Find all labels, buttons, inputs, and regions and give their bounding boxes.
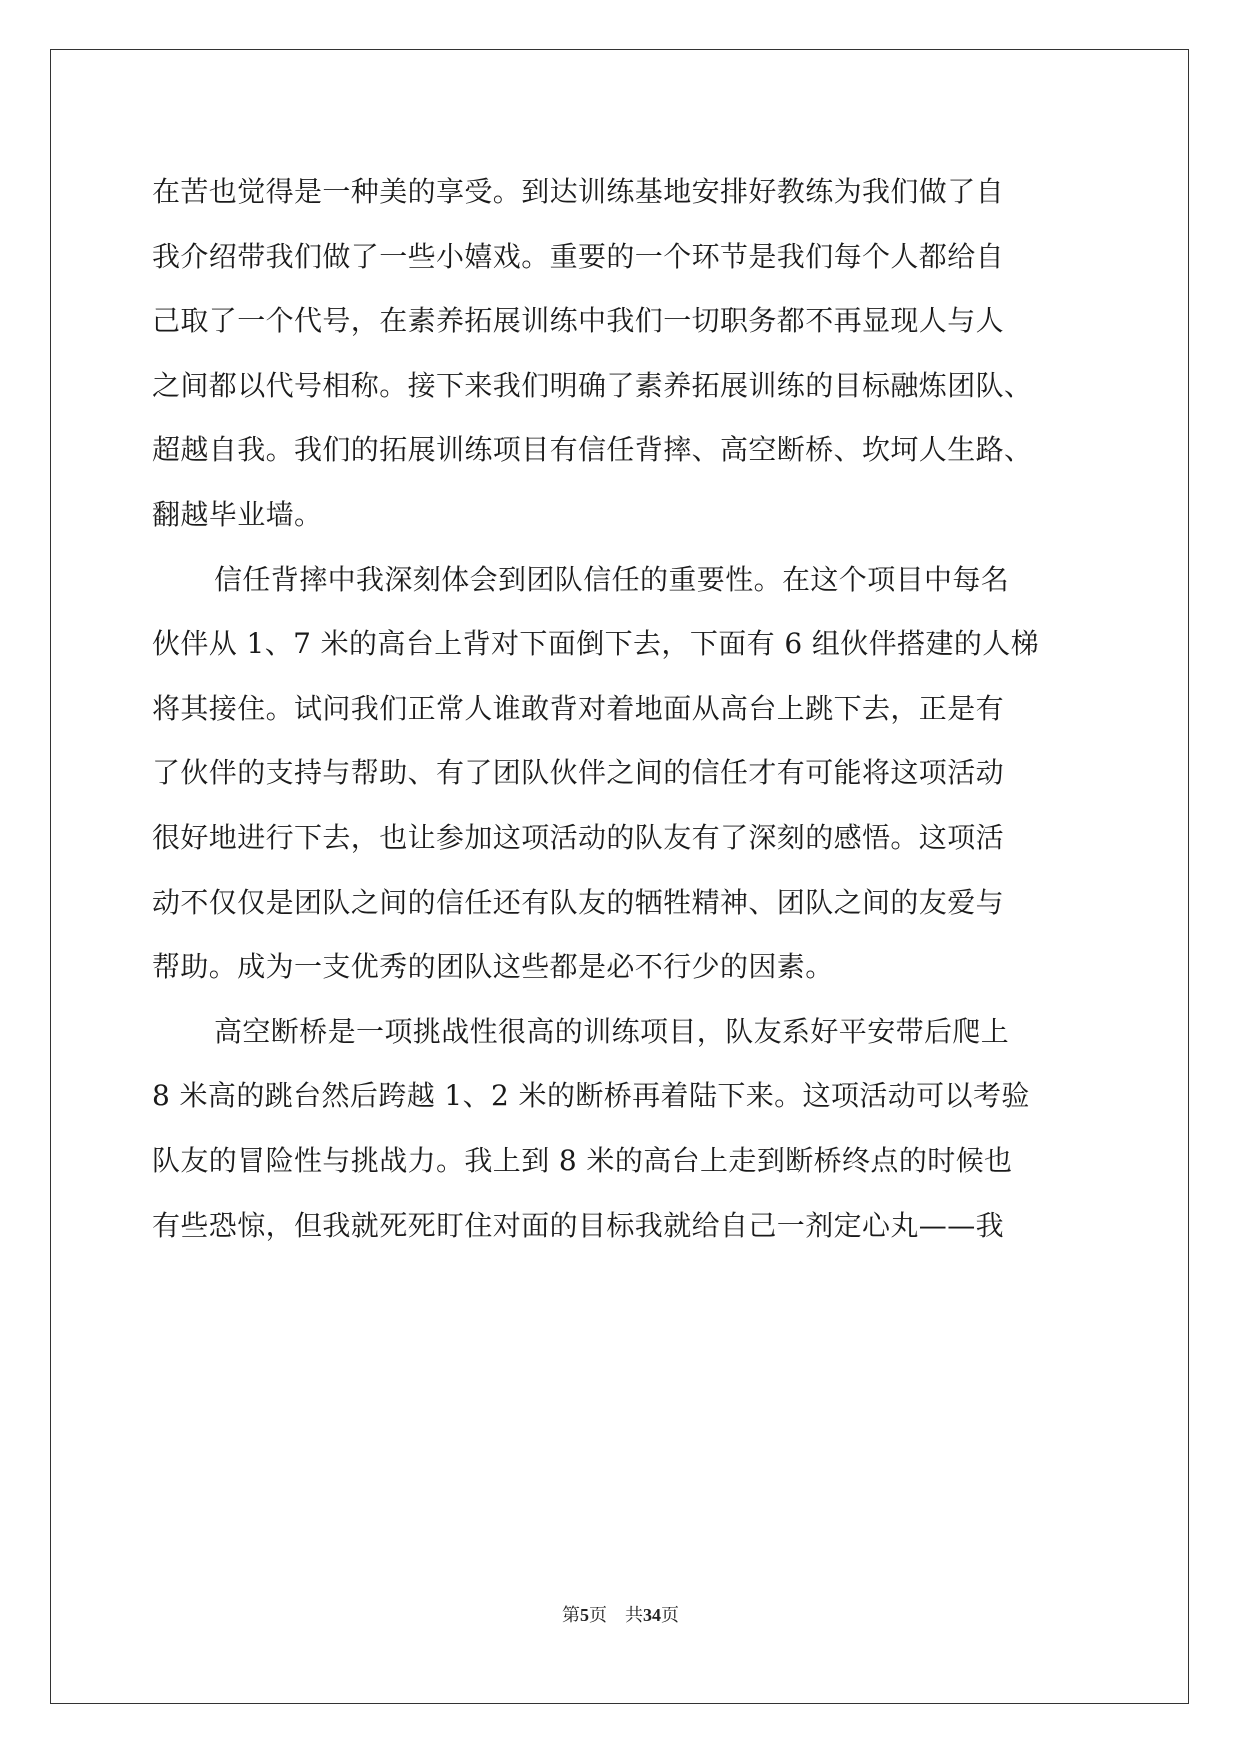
text-line: 帮助。成为一支优秀的团队这些都是必不行少的因素。: [152, 950, 834, 984]
text-line: 之间都以代号相称。接下来我们明确了素养拓展训练的目标融炼团队、: [152, 368, 1033, 402]
footer-total-suffix: 页: [661, 1605, 679, 1625]
paragraph-first-line: 信任背摔中我深刻体会到团队信任的重要性。在这个项目中每名: [214, 562, 1010, 596]
footer-prefix: 第: [562, 1605, 580, 1625]
text-line: 我介绍带我们做了一些小嬉戏。重要的一个环节是我们每个人都给自: [152, 239, 1005, 273]
text-line: 了伙伴的支持与帮助、有了团队伙伴之间的信任才有可能将这项活动: [152, 756, 1005, 790]
page-footer: [0, 1604, 1241, 1626]
total-pages-number: 34: [643, 1605, 661, 1625]
text-line: 有些恐惊，但我就死死盯住对面的目标我就给自己一剂定心丸——我: [152, 1208, 1005, 1242]
footer-total-prefix: 共: [625, 1605, 643, 1625]
footer-page-suffix: 页: [589, 1605, 607, 1625]
document-body: [152, 160, 1112, 1258]
text-line: 伙伴从 1、7 米的高台上背对下面倒下去，下面有 6 组伙伴搭建的人梯: [152, 627, 1040, 661]
paragraph-first-line: 高空断桥是一项挑战性很高的训练项目，队友系好平安带后爬上: [214, 1014, 1010, 1048]
text-line: 在苦也觉得是一种美的享受。到达训练基地安排好教练为我们做了自: [152, 175, 1005, 208]
text-line: 队友的冒险性与挑战力。我上到 8 米的高台上走到断桥终点的时候也: [152, 1143, 1013, 1177]
text-line: 很好地进行下去，也让参加这项活动的队友有了深刻的感悟。这项活: [152, 820, 1005, 854]
text-line: 超越自我。我们的拓展训练项目有信任背摔、高空断桥、坎坷人生路、: [152, 433, 1033, 467]
text-line: 将其接住。试问我们正常人谁敢背对着地面从高台上跳下去，正是有: [152, 691, 1005, 725]
text-line: 8 米高的跳台然后跨越 1、2 米的断桥再着陆下来。这项活动可以考验: [152, 1079, 1030, 1113]
text-line: 动不仅仅是团队之间的信任还有队友的牺牲精神、团队之间的友爱与: [152, 885, 1005, 919]
text-line: 己取了一个代号，在素养拓展训练中我们一切职务都不再显现人与人: [152, 304, 1005, 338]
current-page-number: 5: [580, 1605, 589, 1625]
text-line: 翻越毕业墙。: [152, 497, 323, 531]
